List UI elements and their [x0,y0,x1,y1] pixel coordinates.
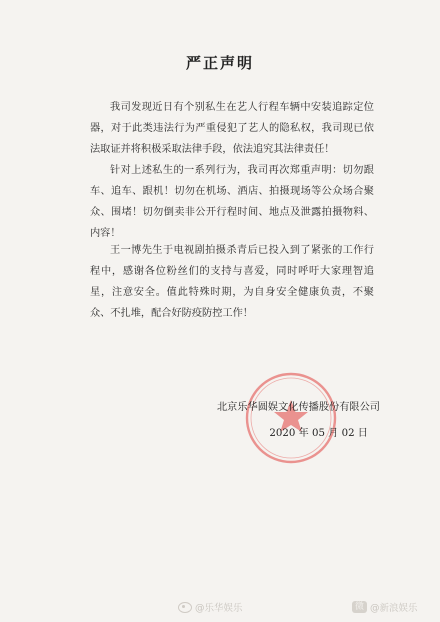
paragraph-2-text: 针对上述私生的一系列行为，我司再次郑重声明：切勿跟车、追车、跟机！切勿在机场、酒店、拍摄现场等公众场合聚众、围堵！切勿倒卖非公开行程时间、地点及泄露拍摄物料、内容！ [90,165,374,239]
signature-block [180,395,380,447]
sina-badge-icon: 微 [352,601,367,613]
paragraph-3-text: 王一博先生于电视剧拍摄杀青后已投入到了紧张的工作行程中，感谢各位粉丝们的支持与喜爱，同时呼吁大家理智追星，注意安全。值此特殊时期，为自身安全健康负责，不聚众、不扎堆，配合好防疫防控工作！ [90,245,374,319]
paragraph-1 [90,97,374,160]
watermark-sina-text: @新浪娱乐 [370,603,418,614]
signature-date: 2020 年 05 月 02 日 [269,428,368,439]
paragraph-1-text: 我司发现近日有个别私生在艺人行程车辆中安装追踪定位器，对于此类违法行为严重侵犯了艺人的隐私权，我司现已依法取证并将积极采取法律手段，依法追究其法律责任！ [90,102,374,155]
watermark-lehua-text: @乐华娱乐 [195,603,243,614]
document-title: 严正声明 [185,54,254,72]
weibo-icon [178,602,192,613]
watermark-lehua [178,600,243,614]
paragraph-3 [90,240,374,324]
watermark-sina [352,600,418,614]
paragraph-2 [90,160,374,244]
signature-company: 北京乐华圆娱文化传播股份有限公司 [217,402,380,413]
